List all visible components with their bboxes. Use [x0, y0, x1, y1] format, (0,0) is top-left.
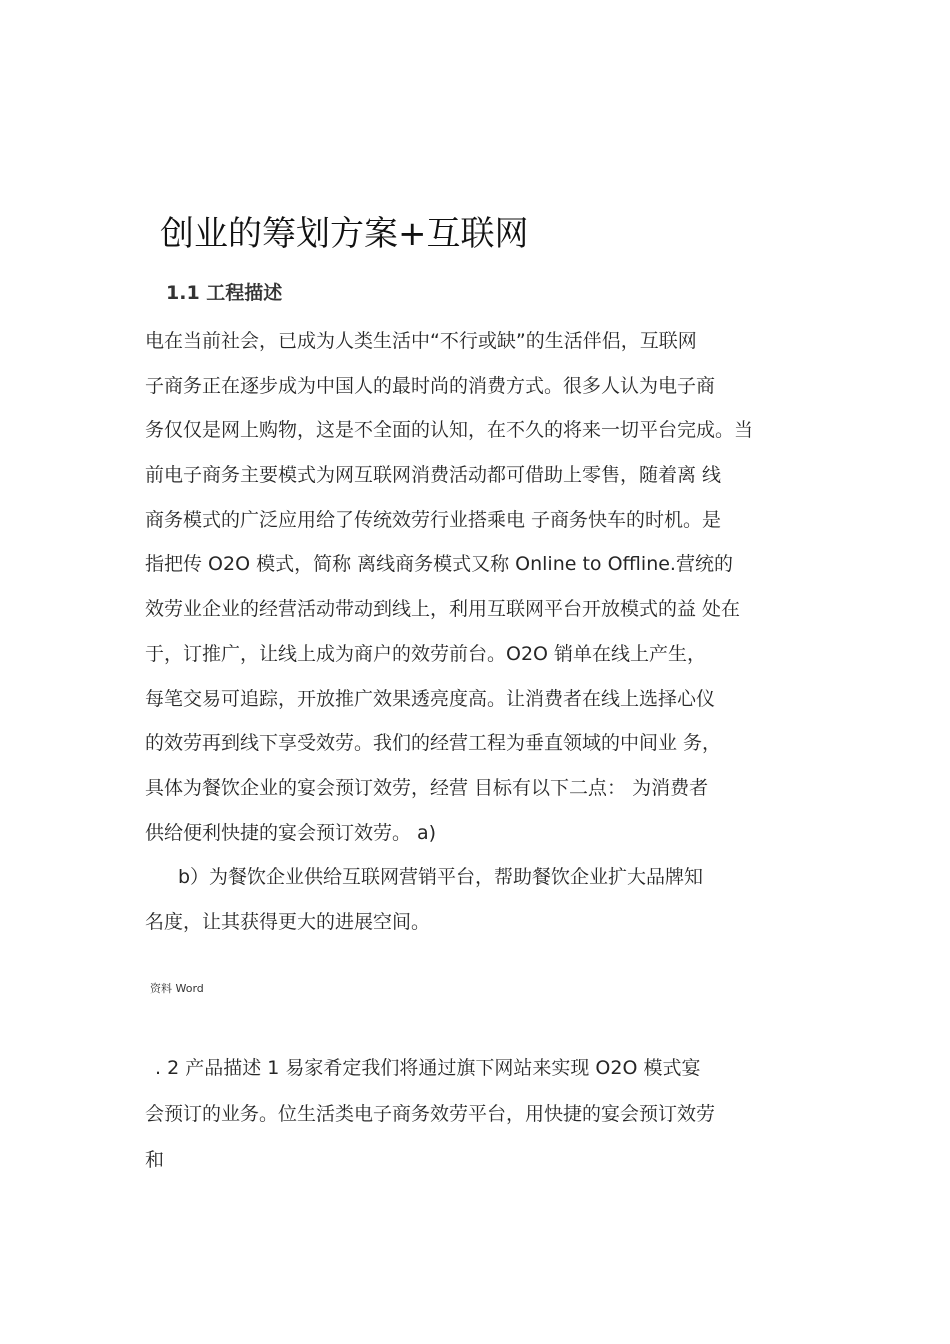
body-line: b）为餐饮企业供给互联网营销平台，帮助餐饮企业扩大品牌知: [178, 866, 704, 889]
body-line: . 2 产品描述 1 易家肴定我们将通过旗下网站来实现 O2O 模式宴: [155, 1057, 701, 1079]
body-line: 于，订推广，让线上成为商户的效劳前台。O2O 销单在线上产生，: [145, 642, 707, 665]
footer-note: 资料 Word: [150, 982, 204, 995]
section-heading: 1.1 工程描述: [166, 282, 283, 304]
body-line: 供给便利快捷的宴会预订效劳。 a): [145, 821, 437, 844]
body-line: 前电子商务主要模式为网互联网消费活动都可借助上零售，随着离 线: [145, 464, 722, 487]
body-line: 的效劳再到线下享受效劳。我们的经营工程为垂直领域的中间业 务，: [145, 732, 722, 755]
section1-body: [145, 326, 845, 952]
body-line: 指把传 O2O 模式，简称 离线商务模式又称 Online to Offline.营统的: [145, 553, 733, 576]
document-title: 创业的筹划方案+互联网: [160, 214, 529, 254]
body-line: 务仅仅是网上购物，这是不全面的认知，在不久的将来一切平台完成。当: [145, 419, 754, 442]
body-line: 效劳业企业的经营活动带动到线上，利用互联网平台开放模式的益 处在: [145, 598, 741, 621]
body-line: 电在当前社会，已成为人类生活中“不行或缺”的生活伴侣，互联网: [145, 330, 697, 352]
body-line: 每笔交易可追踪，开放推广效果透亮度高。让消费者在线上选择心仪: [145, 687, 716, 710]
body-line: 和: [145, 1149, 165, 1171]
body-line: 会预订的业务。位生活类电子商务效劳平台，用快捷的宴会预订效劳: [145, 1103, 716, 1125]
body-line: 名度，让其获得更大的进展空间。: [145, 910, 431, 933]
body-line: 子商务正在逐步成为中国人的最时尚的消费方式。很多人认为电子商: [145, 374, 716, 397]
section2-body: [145, 1053, 845, 1191]
body-line: 具体为餐饮企业的宴会预订效劳，经营 目标有以下二点： 为消费者: [145, 776, 709, 799]
body-line: 商务模式的广泛应用给了传统效劳行业搭乘电 子商务快车的时机。是: [145, 508, 722, 531]
